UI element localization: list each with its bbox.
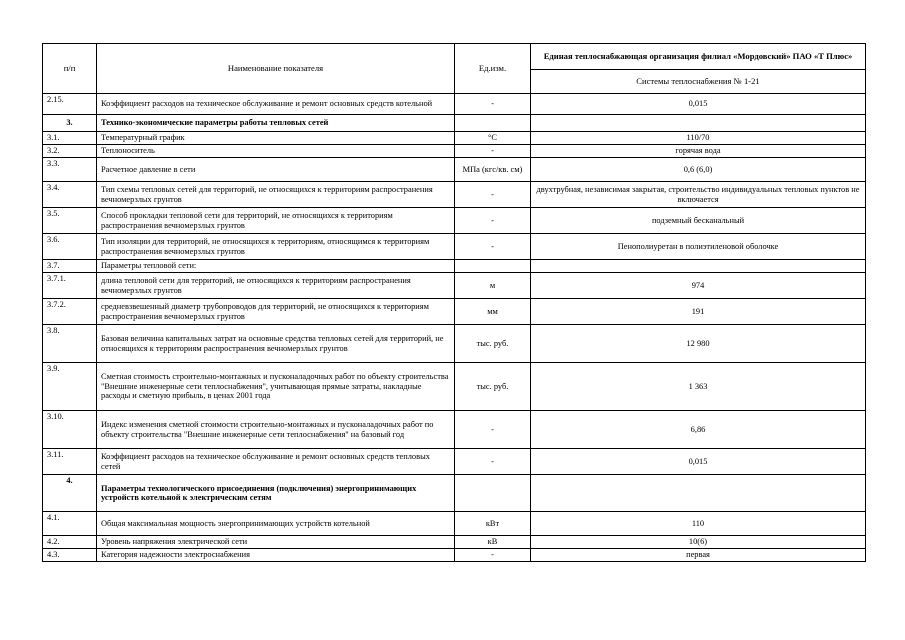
row-num: 3.9. <box>43 363 97 411</box>
row-name: длина тепловой сети для территорий, не относящихся к территориям распространения вечномерзлых грунтов <box>97 273 455 299</box>
row-num: 3.4. <box>43 182 97 208</box>
row-num: 4. <box>43 475 97 512</box>
row-name: Категория надежности электроснабжения <box>97 549 455 562</box>
table-row <box>43 325 866 363</box>
row-name: Общая максимальная мощность энергопринимающих устройств котельной <box>97 512 455 536</box>
row-num: 3.7.2. <box>43 299 97 325</box>
row-num: 4.3. <box>43 549 97 562</box>
row-name: Способ прокладки тепловой сети для территорий, не относящихся к территориям распространения вечномерзлых грунтов <box>97 208 455 234</box>
row-unit <box>455 115 531 132</box>
row-value: 12 980 <box>531 325 866 363</box>
row-unit: - <box>455 411 531 449</box>
row-unit: м <box>455 273 531 299</box>
row-num: 3.11. <box>43 449 97 475</box>
row-unit: - <box>455 449 531 475</box>
row-value <box>531 475 866 512</box>
row-value: 0,015 <box>531 449 866 475</box>
row-name: Коэффициент расходов на техническое обслуживание и ремонт основных средств тепловых сетей <box>97 449 455 475</box>
table-row <box>43 512 866 536</box>
table-row <box>43 182 866 208</box>
row-unit: МПа (кгс/кв. см) <box>455 158 531 182</box>
row-unit: - <box>455 94 531 115</box>
row-value: 110 <box>531 512 866 536</box>
row-value: 110/70 <box>531 132 866 145</box>
row-value <box>531 260 866 273</box>
row-name: Сметная стоимость строительно-монтажных и пусконаладочных работ по объекту строительства "Внешние инженерные сети теплоснабжения", учитывающая прямые затраты, накладные расходы и сметную прибыль, в ценах 2001 года <box>97 363 455 411</box>
row-unit: - <box>455 145 531 158</box>
row-num: 3.10. <box>43 411 97 449</box>
row-unit: - <box>455 234 531 260</box>
row-num: 3.7. <box>43 260 97 273</box>
row-value: Пенополиуретан в полиэтиленовой оболочке <box>531 234 866 260</box>
table-row <box>43 549 866 562</box>
table-row <box>43 273 866 299</box>
row-num: 4.2. <box>43 536 97 549</box>
row-num: 3.6. <box>43 234 97 260</box>
row-unit: тыс. руб. <box>455 325 531 363</box>
table-row <box>43 536 866 549</box>
header-org: Единая теплоснабжающая организация филиал «Мордовский» ПАО «Т Плюс» <box>531 44 866 70</box>
row-name: Уровень напряжения электрической сети <box>97 536 455 549</box>
section-row <box>43 475 866 512</box>
row-value: 6,86 <box>531 411 866 449</box>
row-num: 4.1. <box>43 512 97 536</box>
row-num: 3.7.1. <box>43 273 97 299</box>
row-name: Параметры технологического присоединения (подключения) энергопринимающих устройств котельной к электрическим сетям <box>97 475 455 512</box>
row-name: Базовая величина капитальных затрат на основные средства тепловых сетей для территорий, не относящихся к территориям распространения вечномерзлых грунтов <box>97 325 455 363</box>
row-name: Температурный график <box>97 132 455 145</box>
row-value: 974 <box>531 273 866 299</box>
row-unit <box>455 260 531 273</box>
table-row <box>43 145 866 158</box>
row-unit: кВт <box>455 512 531 536</box>
table-row <box>43 234 866 260</box>
row-num: 3.5. <box>43 208 97 234</box>
row-value: подземный бесканальный <box>531 208 866 234</box>
table-row <box>43 158 866 182</box>
row-num: 3. <box>43 115 97 132</box>
row-name: Параметры тепловой сети: <box>97 260 455 273</box>
row-unit <box>455 475 531 512</box>
row-name: средневзвешенный диаметр трубопроводов для территорий, не относящихся к территориям распространения вечномерзлых грунтов <box>97 299 455 325</box>
header-num: п/п <box>43 44 97 94</box>
row-name: Тип схемы тепловых сетей для территорий, не относящихся к территориям распространения вечномерзлых грунтов <box>97 182 455 208</box>
row-name: Индекс изменения сметной стоимости строительно-монтажных и пусконаладочных работ по объекту строительства "Внешние инженерные сети теплоснабжения" на базовый год <box>97 411 455 449</box>
row-value: первая <box>531 549 866 562</box>
row-num: 3.8. <box>43 325 97 363</box>
row-num: 2.15. <box>43 94 97 115</box>
row-unit: кВ <box>455 536 531 549</box>
table-row <box>43 363 866 411</box>
row-value: горячая вода <box>531 145 866 158</box>
table-row <box>43 299 866 325</box>
row-unit: - <box>455 182 531 208</box>
table-row <box>43 260 866 273</box>
row-value <box>531 115 866 132</box>
section-row <box>43 115 866 132</box>
row-value: 0,015 <box>531 94 866 115</box>
row-unit: тыс. руб. <box>455 363 531 411</box>
row-name: Технико-экономические параметры работы тепловых сетей <box>97 115 455 132</box>
header-name: Наименование показателя <box>97 44 455 94</box>
row-unit: мм <box>455 299 531 325</box>
row-name: Теплоноситель <box>97 145 455 158</box>
parameters-table <box>42 43 866 562</box>
row-num: 3.3. <box>43 158 97 182</box>
header-system: Системы теплоснабжения № 1-21 <box>531 70 866 94</box>
row-value: 1 363 <box>531 363 866 411</box>
row-name: Коэффициент расходов на техническое обслуживание и ремонт основных средств котельной <box>97 94 455 115</box>
table-row <box>43 411 866 449</box>
header-row <box>43 44 866 70</box>
table-row <box>43 132 866 145</box>
row-value: 191 <box>531 299 866 325</box>
row-num: 3.1. <box>43 132 97 145</box>
row-value: 10(6) <box>531 536 866 549</box>
table-row <box>43 208 866 234</box>
row-value: 0,6 (6,0) <box>531 158 866 182</box>
header-unit: Ед.изм. <box>455 44 531 94</box>
table-row <box>43 94 866 115</box>
row-unit: - <box>455 208 531 234</box>
row-name: Расчетное давление в сети <box>97 158 455 182</box>
row-num: 3.2. <box>43 145 97 158</box>
row-name: Тип изоляции для территорий, не относящихся к территориям, относящимся к территориям распространения вечномерзлых грунтов <box>97 234 455 260</box>
row-unit: - <box>455 549 531 562</box>
row-value: двухтрубная, независимая закрытая, строительство индивидуальных тепловых пунктов не включается <box>531 182 866 208</box>
row-unit: °С <box>455 132 531 145</box>
table-row <box>43 449 866 475</box>
